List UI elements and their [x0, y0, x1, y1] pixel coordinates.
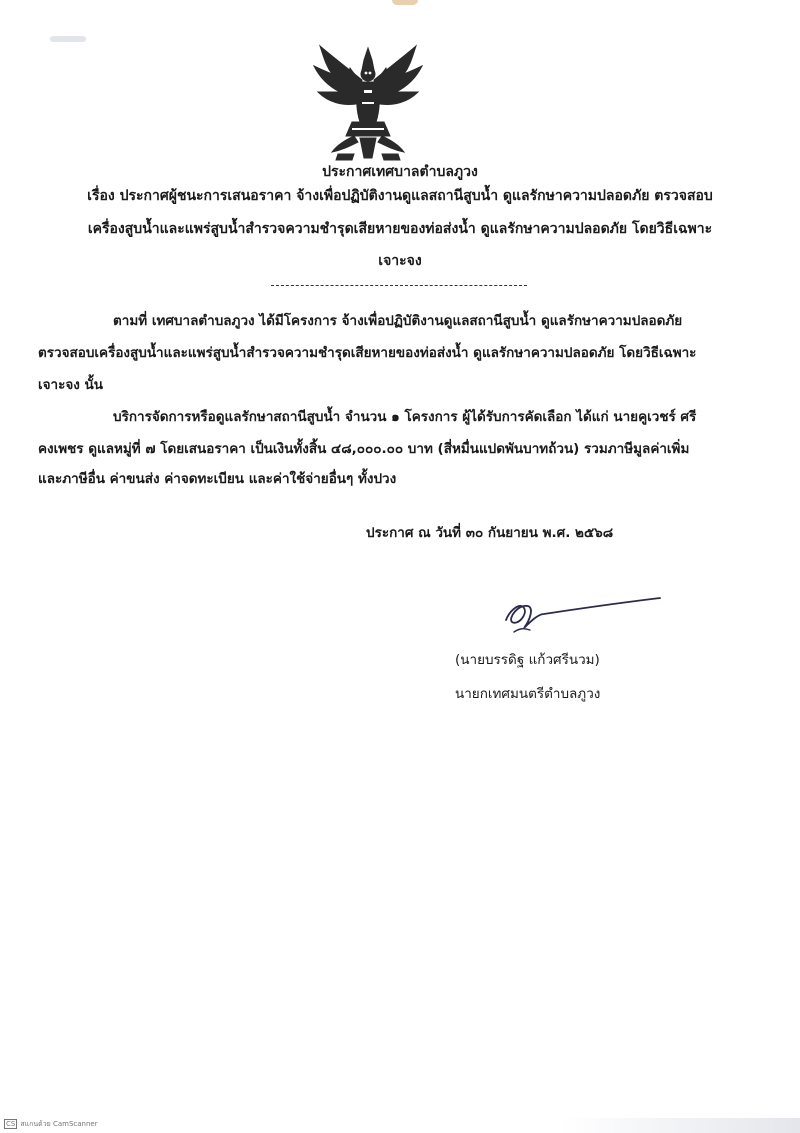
scanner-tag-text: สแกนด้วย CamScanner — [20, 1120, 98, 1128]
camscanner-logo-icon: CS — [6, 1120, 16, 1128]
scanner-watermark — [4, 1119, 98, 1130]
scan-smudge — [50, 36, 86, 42]
subject-line: เครื่องสูบน้ำและแพร่สูบน้ำสำรวจความชำรุดเสียหายของท่อส่งน้ำ ดูแลรักษาความปลอดภัย โดยวิธีเฉพาะ — [87, 221, 713, 237]
paragraph2-line: บริการจัดการหรือดูแลรักษาสถานีสูบน้ำ จำนวน ๑ โครงการ ผู้ได้รับการคัดเลือก ได้แก่ นายคูเวชร์ ศรี — [113, 409, 697, 425]
garuda-emblem-icon — [312, 40, 424, 162]
scan-smudge — [392, 0, 418, 5]
paragraph1-line: ตรวจสอบเครื่องสูบน้ำและแพร่สูบน้ำสำรวจความชำรุดเสียหายของท่อส่งน้ำ ดูแลรักษาความปลอดภัย โดยวิธีเฉพาะ — [38, 345, 697, 361]
signer-name: (นายบรรดิฐ แก้วศรีนวม) — [455, 652, 600, 668]
handwritten-signature — [500, 592, 670, 638]
scan-shadow — [560, 1118, 800, 1133]
paragraph1-line: เจาะจง นั้น — [38, 377, 104, 393]
paragraph2-line: คงเพชร ดูแลหมู่ที่ ๗ โดยเสนอราคา เป็นเงินทั้งสิ้น ๔๘,๐๐๐.๐๐ บาท (สี่หมื่นแปดพันบาทถ้วน) รวมภาษีมูลค่าเพิ่ม — [38, 441, 690, 457]
paragraph1-line: ตามที่ เทศบาลตำบลภูวง ได้มีโครงการ จ้างเพื่อปฏิบัติงานดูแลสถานีสูบน้ำ ดูแลรักษาความปลอดภัย — [113, 313, 683, 329]
paragraph2-line: และภาษีอื่น ค่าขนส่ง ค่าจดทะเบียน และค่าใช้จ่ายอื่นๆ ทั้งปวง — [38, 471, 397, 487]
signer-title: นายกเทศมนตรีตำบลภูวง — [455, 686, 601, 702]
divider-line — [271, 285, 527, 286]
announce-date: ประกาศ ณ วันที่ ๓๐ กันยายน พ.ศ. ๒๕๖๘ — [366, 525, 614, 541]
subject-line: เจาะจง — [378, 253, 422, 269]
announcement-header: ประกาศเทศบาลตำบลภูวง — [322, 164, 478, 180]
subject-line: เรื่อง ประกาศผู้ชนะการเสนอราคา จ้างเพื่อปฏิบัติงานดูแลสถานีสูบน้ำ ดูแลรักษาความปลอดภัย ตรวจสอบ — [87, 188, 713, 204]
